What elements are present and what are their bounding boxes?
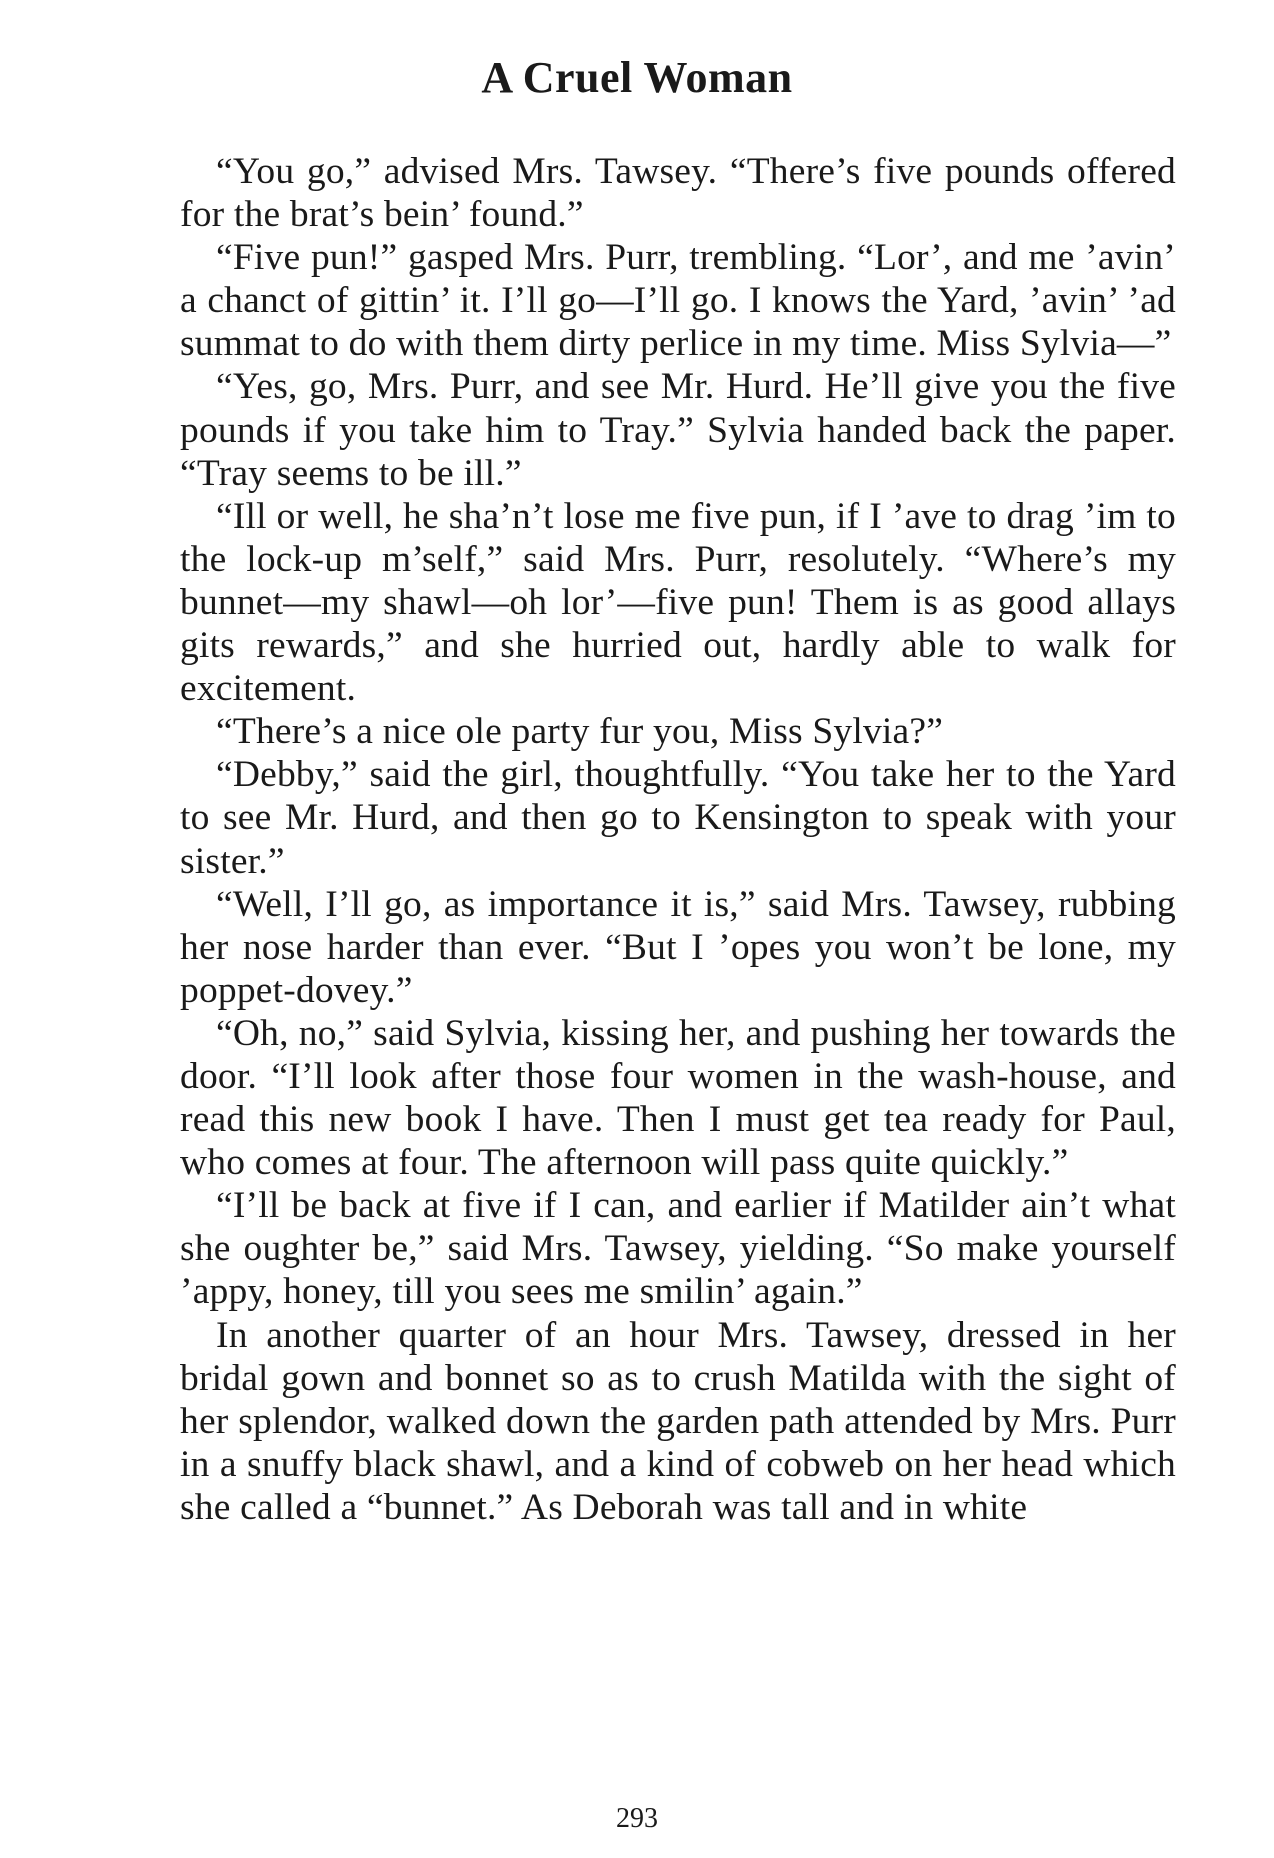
- body-text: [180, 150, 1176, 1529]
- page-number: 293: [616, 1803, 658, 1834]
- paragraph: “I’ll be back at five if I can, and earlier if Matilder ain’t what she oughter be,” said Mrs. Tawsey, yielding. “So make yourself ’appy, honey, till you sees me smilin’ again.”: [180, 1185, 1176, 1313]
- paragraph: “Five pun!” gasped Mrs. Purr, trembling. “Lor’, and me ’avin’ a chanct of gittin’ it. I’ll go—I’ll go. I knows the Yard, ’avin’ ’ad summat to do with them dirty perlice in my time. Miss Sylvia—”: [180, 237, 1176, 365]
- paragraph: “There’s a nice ole party fur you, Miss Sylvia?”: [216, 711, 944, 753]
- paragraph: “Ill or well, he sha’n’t lose me five pun, if I ’ave to drag ’im to the lock-up m’self,” said Mrs. Purr, resolutely. “Where’s my bunnet—my shawl—oh lor’—five pun! Them is as good allays gits rewards,” and she hurried out, hardly able to walk for excitement.: [180, 495, 1176, 710]
- running-title: A Cruel Woman: [481, 53, 793, 102]
- paragraph: “You go,” advised Mrs. Tawsey. “There’s five pounds offered for the brat’s bein’ found.”: [180, 151, 1176, 236]
- paragraph: “Yes, go, Mrs. Purr, and see Mr. Hurd. He’ll give you the five pounds if you take him to Tray.” Sylvia handed back the paper. “Tray seems to be ill.”: [180, 366, 1176, 494]
- paragraph: “Debby,” said the girl, thoughtfully. “You take her to the Yard to see Mr. Hurd, and then go to Kensington to speak with your sister.”: [180, 754, 1176, 882]
- paragraph: “Well, I’ll go, as importance it is,” said Mrs. Tawsey, rubbing her nose harder than ever. “But I ’opes you won’t be lone, my poppet-dovey.”: [180, 883, 1176, 1011]
- paragraph: “Oh, no,” said Sylvia, kissing her, and pushing her towards the door. “I’ll look after those four women in the wash-house, and read this new book I have. Then I must get tea ready for Paul, who comes at four. The afternoon will pass quite quickly.”: [180, 1012, 1176, 1184]
- paragraph: In another quarter of an hour Mrs. Tawsey, dressed in her bridal gown and bonnet so as to crush Matilda with the sight of her splendor, walked down the garden path attended by Mrs. Purr in a snuffy black shawl, and a kind of cobweb on her head which she called a “bunnet.” As Deborah was tall and in white: [180, 1314, 1176, 1528]
